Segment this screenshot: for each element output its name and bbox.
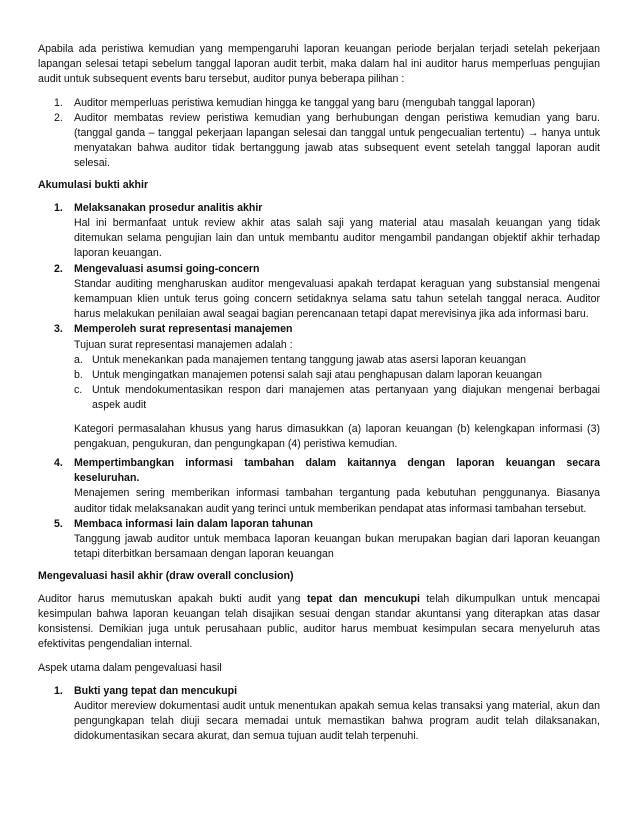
list-number: 2. xyxy=(54,262,63,275)
item-title: Membaca informasi lain dalam laporan tahunan xyxy=(74,517,314,530)
evaluasi-paragraph xyxy=(38,592,600,653)
sub-text: Untuk menekankan pada manajemen tentang tanggung jawab atas asersi laporan keuangan xyxy=(92,353,527,366)
list-number: 4. xyxy=(54,457,63,470)
list-number: 1. xyxy=(54,96,63,109)
aspek-paragraph: Aspek utama dalam pengevaluasi hasil xyxy=(38,661,222,674)
item-body: Standar auditing mengharuskan auditor mengevaluasi apakah terdapat keraguan yang substansial mengenai kemampuan klien untuk terus going concern setidaknya selama satu tahun setelah tanggal neraca. Auditor harus melakukan penilaian awal seagai bagian perencanaan tetapi dapat merevisinya jika ada informasi baru. xyxy=(74,277,600,321)
list-text: Auditor membatas review peristiwa kemudian yang berhubungan dengan peristiwa kemudian yang baru. (tanggal ganda – tanggal pekerjaan lapangan selesai dan tanggal untuk pengecualian tertentu) → hanya untuk menyatakan bahwa auditor tidak bertanggung jawab atas subsequent event setelah tanggal laporan audit selesai. xyxy=(74,111,600,170)
list-number: 1. xyxy=(54,201,63,214)
sub-letter: b. xyxy=(74,369,83,382)
item-body: Menajemen sering memberikan informasi tambahan tergantung pada kebutuhan penggunanya. Biasanya auditor tidak melaksanakan audit yang terinci untuk memberikan pendapat atas informasi tambahan tersebut. xyxy=(74,487,600,515)
list-item xyxy=(38,456,600,517)
list-item xyxy=(38,684,600,745)
item-title: Memperoleh surat representasi manajemen xyxy=(74,323,293,336)
sub-letter: a. xyxy=(74,353,83,366)
item-body: Tanggung jawab auditor untuk membaca laporan keuangan bukan merupakan bagian dari laporan keuangan tetapi diterbitkan bersamaan dengan laporan keuangan xyxy=(74,533,600,561)
list-item xyxy=(38,111,600,172)
intro-paragraph: Apabila ada peristiwa kemudian yang mempengaruhi laporan keuangan periode berjalan terjadi setelah pekerjaan lapangan selesai tetapi sebelum tanggal laporan audit terbit, maka dalam hal ini auditor harus memperluas pengujian audit untuk subsequent events baru tersebut, auditor punya beberapa pilihan : xyxy=(38,43,600,86)
item-title: Melaksanakan prosedur analitis akhir xyxy=(74,201,263,214)
item-title: Bukti yang tepat dan mencukupi xyxy=(74,684,238,697)
evaluasi-list xyxy=(38,684,600,745)
item-body: Auditor mereview dokumentasi audit untuk menentukan apakah semua kelas transaksi yang material, akun dan pengungkapan telah diuji secara memadai untuk memastikan bahwa program audit telah dilaksanakan, didokumentasikan secara akurat, dan semua tujuan audit telah terpenuhi. xyxy=(74,699,600,743)
sub-list xyxy=(74,353,600,414)
item-after: Kategori permasalahan khusus yang harus dimasukkan (a) laporan keuangan (b) kelengkapan informasi (3) pengakuan, pengukuran, dan pengungkapan (4) peristiwa kemudian. xyxy=(74,422,600,450)
para-emphasis: tepat dan mencukupi xyxy=(306,592,420,605)
section-heading-evaluasi: Mengevaluasi hasil akhir (draw overall conclusion) xyxy=(38,569,294,582)
sub-list-item xyxy=(74,368,600,383)
sub-letter: c. xyxy=(74,384,83,397)
item-title: Mempertimbangkan informasi tambahan dalam kaitannya dengan laporan keuangan secara keseluruhan. xyxy=(74,457,600,485)
list-number: 5. xyxy=(54,517,63,530)
list-item xyxy=(38,517,600,563)
para-text: Auditor harus memutuskan apakah bukti audit yang xyxy=(38,592,307,605)
list-text: Auditor memperluas peristiwa kemudian hingga ke tanggal yang baru (mengubah tanggal laporan) xyxy=(74,96,536,109)
akumulasi-list xyxy=(38,201,600,563)
list-number: 2. xyxy=(54,111,63,124)
item-body: Tujuan surat representasi manajemen adalah : xyxy=(74,338,293,351)
sub-text: Untuk mendokumentasikan respon dari manajemen atas pertanyaan yang diajukan mengenai berbagai aspek audit xyxy=(92,384,600,412)
sub-list-item xyxy=(74,383,600,413)
list-item xyxy=(38,201,600,262)
list-number: 1. xyxy=(54,684,63,697)
options-list xyxy=(38,96,600,172)
list-number: 3. xyxy=(54,323,63,336)
sub-text: Untuk mengingatkan manajemen potensi salah saji atau penghapusan dalam laporan keuangan xyxy=(92,369,542,382)
list-item xyxy=(38,322,600,452)
list-item xyxy=(38,96,600,111)
item-body: Hal ini bermanfaat untuk review akhir atas salah saji yang material atau masalah keuangan yang tidak ditemukan selama pengujian lain dan untuk membantu auditor mengambil pandangan objektif akhir terhadap laporan keuangan. xyxy=(74,217,600,260)
list-item xyxy=(38,262,600,323)
item-title: Mengevaluasi asumsi going-concern xyxy=(74,262,260,275)
para-text: telah dikumpulkan untuk mencapai kesimpulan bahwa laporan keuangan telah disajikan sesuai dengan standar akuntansi yang diterapkan atas dasar konsistensi. Demikian juga untuk perusahaan public, auditor harus membuat kesimpulan secara menyeluruh atas efektivitas pengendalian internal. xyxy=(38,592,600,651)
sub-list-item xyxy=(74,353,600,368)
section-heading-akumulasi: Akumulasi bukti akhir xyxy=(38,178,149,191)
